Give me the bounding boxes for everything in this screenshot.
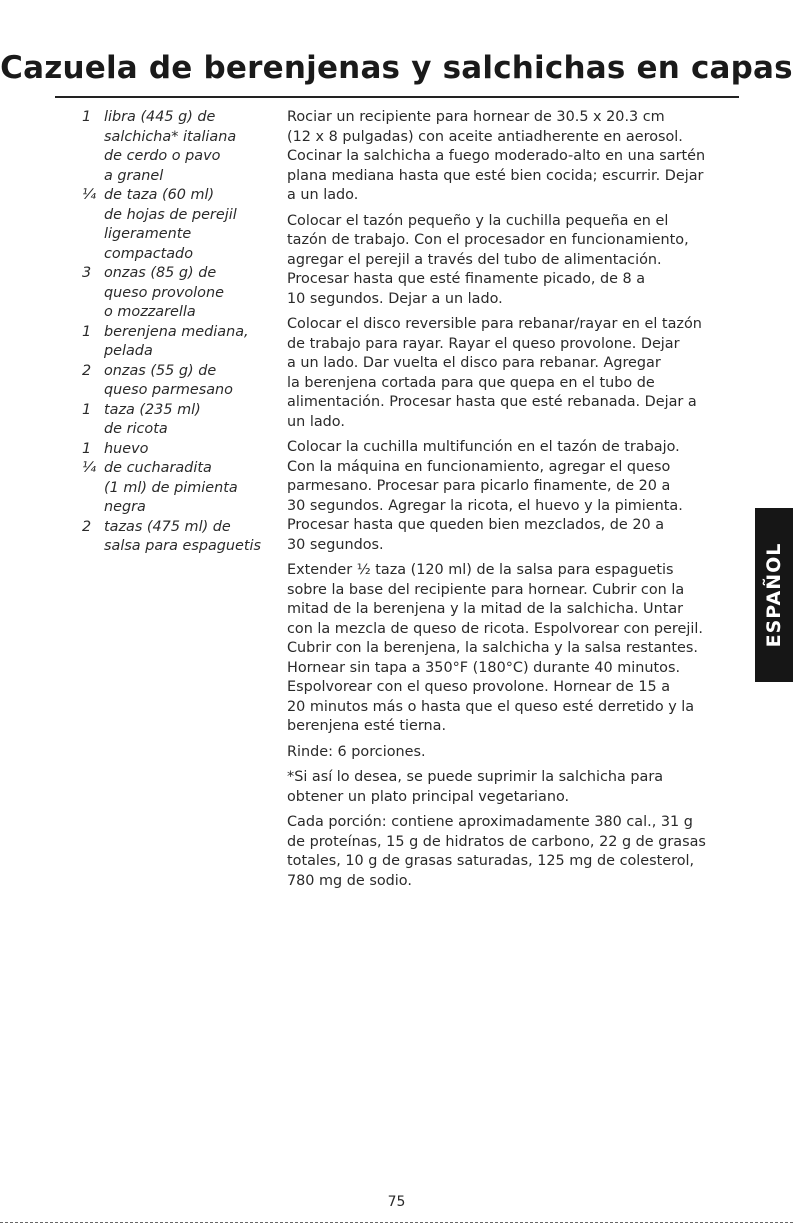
ingredient-description: libra (445 g) de salchicha* italiana de cerdo o pavo a granel [104,109,237,184]
ingredient-item [82,108,287,186]
yield-note: Rinde: 6 porciones. [287,743,426,760]
ingredient-item [82,401,287,440]
title-divider [55,96,739,98]
page-title: Cazuela de berenjenas y salchichas en capas [0,50,793,86]
ingredient-description: huevo [104,440,149,457]
ingredient-quantity: 1 [82,323,92,340]
ingredient-item [82,362,287,401]
language-tab-label: ESPAÑOL [763,542,785,648]
ingredient-quantity: 1 [82,109,92,125]
ingredient-item [82,186,287,264]
ingredient-quantity: 3 [82,265,92,281]
ingredient-description: onzas (55 g) de queso parmesano [104,362,233,398]
instruction-paragraph: Colocar el disco reversible para rebanar/rayar en el tazón de trabajo para rayar. Rayar el queso provolone. Dejar a un lado. Dar vuelta el disco para rebanar. Agregar la berenjena cortada para que quepa en el tubo de alimentación. Procesar hasta que esté rebanada. Dejar a un lado. [287,316,702,430]
instruction-paragraph: Extender ½ taza (120 ml) de la salsa para espaguetis sobre la base del recipiente para hornear. Cubrir con la mitad de la berenjena y la mitad de la salchicha. Untar con la mezcla de queso de ricota. Espolvorear con perejil. Cubrir con la berenjena, la salchicha y la salsa restantes. Hornear sin tapa a 350°F (180°C) durante 40 minutos. Espolvorear con el queso provolone. Hornear de 15 a 20 minutos más o hasta que el queso esté derretido y la berenjena esté tierna. [287,562,703,734]
language-tab [755,508,793,682]
ingredient-item [82,459,287,518]
ingredient-item [82,518,287,557]
ingredient-quantity: 1 [82,401,92,418]
ingredient-quantity: ¼ [82,460,96,476]
page-bottom-border [0,1222,793,1223]
ingredient-quantity: ¼ [82,187,96,203]
ingredients-list [82,108,287,557]
instruction-paragraph: Colocar la cuchilla multifunción en el tazón de trabajo. Con la máquina en funcionamiento, agregar el queso parmesano. Procesar para picarlo finamente, de 20 a 30 segundos. Agregar la ricota, el huevo y la pimienta. Procesar hasta que queden bien mezclados, de 20 a 30 segundos. [287,439,683,553]
ingredient-item [82,264,287,323]
ingredient-description: de taza (60 ml) de hojas de perejil ligeramente compactado [104,187,237,262]
instruction-paragraph: Colocar el tazón pequeño y la cuchilla pequeña en el tazón de trabajo. Con el procesador en funcionamiento, agregar el perejil a través del tubo de alimentación. Procesar hasta que esté finamente picado, de 8 a 10 segundos. Dejar a un lado. [287,212,689,307]
ingredient-description: berenjena mediana, pelada [104,323,249,359]
ingredient-description: de cucharadita (1 ml) de pimienta negra [104,460,238,515]
nutrition-info: Cada porción: contiene aproximadamente 380 cal., 31 g de proteínas, 15 g de hidratos de carbono, 22 g de grasas totales, 10 g de grasas saturadas, 125 mg de colesterol, 780 mg de sodio. [287,814,706,889]
ingredient-description: taza (235 ml) de ricota [104,401,201,437]
ingredient-item [82,323,287,362]
footnote: *Si así lo desea, se puede suprimir la salchicha para obtener un plato principal vegetariano. [287,769,664,805]
ingredient-quantity: 2 [82,518,92,535]
ingredient-description: tazas (475 ml) de salsa para espaguetis [104,518,262,554]
page-number: 75 [387,1194,406,1210]
instructions [287,108,737,897]
ingredient-quantity: 1 [82,440,92,457]
ingredient-quantity: 2 [82,362,92,379]
instruction-paragraph: Rociar un recipiente para hornear de 30.5 x 20.3 cm (12 x 8 pulgadas) con aceite antiadherente en aerosol. Cocinar la salchicha a fuego moderado-alto en una sartén plana mediana hasta que esté bien cocida; escurrir. Dejar a un lado. [287,109,706,203]
ingredient-description: onzas (85 g) de queso provolone o mozzarella [104,265,224,320]
ingredient-item [82,440,287,460]
